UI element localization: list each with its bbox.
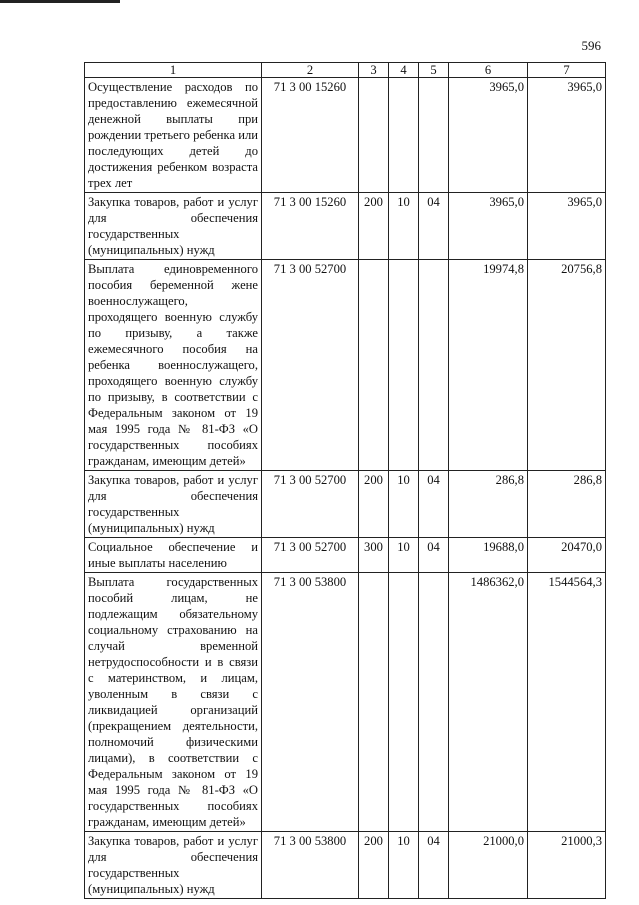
amount-col7: 21000,3: [528, 832, 606, 899]
section-code: 10: [389, 471, 419, 538]
column-number: 6: [449, 63, 528, 78]
expense-type-code: 200: [359, 471, 389, 538]
amount-col6: 21000,0: [449, 832, 528, 899]
amount-col7: 20470,0: [528, 538, 606, 573]
section-code: 10: [389, 832, 419, 899]
amount-col7: 286,8: [528, 471, 606, 538]
expense-name: Выплата единовременного пособия беременной жене военнослужащего, проходящего военную службу по призыву, а также ежемесячного пособия на ребенка военнослужащего, проходящего военную службу по призыву, в соответствии с Федеральным законом от 19 мая 1995 года № 81-ФЗ «О государственных пособиях гражданам, имеющим детей»: [85, 260, 262, 471]
column-number-row: [85, 63, 606, 78]
subsection-code: 04: [419, 538, 449, 573]
expense-type-code: [359, 573, 389, 832]
expense-type-code: [359, 78, 389, 193]
expense-name: Социальное обеспечение и иные выплаты населению: [85, 538, 262, 573]
expense-name: Закупка товаров, работ и услуг для обеспечения государственных (муниципальных) нужд: [85, 193, 262, 260]
table-row: [85, 573, 606, 832]
table-row: [85, 538, 606, 573]
column-number: 2: [262, 63, 359, 78]
amount-col6: 19688,0: [449, 538, 528, 573]
section-code: 10: [389, 193, 419, 260]
subsection-code: 04: [419, 193, 449, 260]
column-number: 4: [389, 63, 419, 78]
subsection-code: 04: [419, 471, 449, 538]
amount-col7: 3965,0: [528, 78, 606, 193]
column-number: 3: [359, 63, 389, 78]
target-article-code: 71 3 00 53800: [262, 573, 359, 832]
top-rule: [0, 0, 120, 3]
target-article-code: 71 3 00 52700: [262, 471, 359, 538]
expense-name: Осуществление расходов по предоставлению ежемесячной денежной выплаты при рождении третьего ребенка или последующих детей до достижения ребенком возраста трех лет: [85, 78, 262, 193]
subsection-code: 04: [419, 832, 449, 899]
section-code: [389, 260, 419, 471]
subsection-code: [419, 78, 449, 193]
expense-type-code: 200: [359, 193, 389, 260]
target-article-code: 71 3 00 53800: [262, 832, 359, 899]
amount-col6: 1486362,0: [449, 573, 528, 832]
subsection-code: [419, 260, 449, 471]
expense-name: Закупка товаров, работ и услуг для обеспечения государственных (муниципальных) нужд: [85, 832, 262, 899]
section-code: 10: [389, 538, 419, 573]
expense-type-code: [359, 260, 389, 471]
table-row: [85, 832, 606, 899]
expense-type-code: 300: [359, 538, 389, 573]
subsection-code: [419, 573, 449, 832]
expense-type-code: 200: [359, 832, 389, 899]
page-number: 596: [581, 38, 601, 53]
table-row: [85, 260, 606, 471]
section-code: [389, 573, 419, 832]
amount-col6: 3965,0: [449, 193, 528, 260]
amount-col6: 286,8: [449, 471, 528, 538]
amount-col6: 19974,8: [449, 260, 528, 471]
column-number: 7: [528, 63, 606, 78]
target-article-code: 71 3 00 52700: [262, 260, 359, 471]
table-row: [85, 471, 606, 538]
target-article-code: 71 3 00 15260: [262, 78, 359, 193]
table-row: [85, 78, 606, 193]
column-number: 1: [85, 63, 262, 78]
amount-col7: 1544564,3: [528, 573, 606, 832]
amount-col6: 3965,0: [449, 78, 528, 193]
expense-name: Выплата государственных пособий лицам, не подлежащим обязательному социальному страхованию на случай временной нетрудоспособности и в связи с материнством, и лицам, уволенным в связи с ликвидацией организаций (прекращением деятельности, полномочий физическими лицами), в соответствии с Федеральным законом от 19 мая 1995 года № 81-ФЗ «О государственных пособиях гражданам, имеющим детей»: [85, 573, 262, 832]
section-code: [389, 78, 419, 193]
target-article-code: 71 3 00 15260: [262, 193, 359, 260]
table-row: [85, 193, 606, 260]
budget-table: [84, 62, 606, 899]
expense-name: Закупка товаров, работ и услуг для обеспечения государственных (муниципальных) нужд: [85, 471, 262, 538]
amount-col7: 20756,8: [528, 260, 606, 471]
target-article-code: 71 3 00 52700: [262, 538, 359, 573]
column-number: 5: [419, 63, 449, 78]
amount-col7: 3965,0: [528, 193, 606, 260]
